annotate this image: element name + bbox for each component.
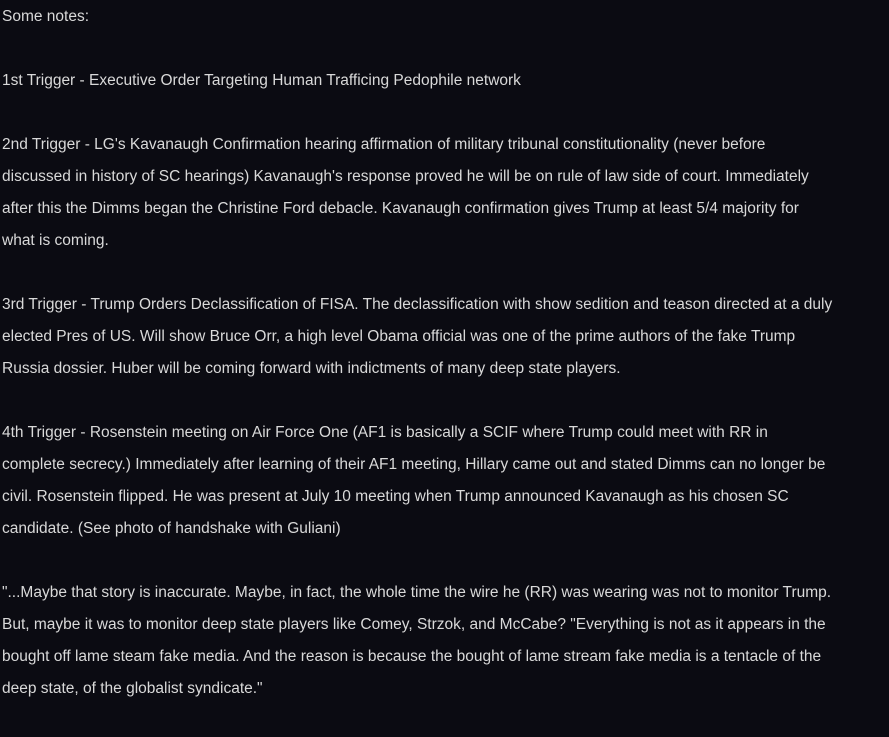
trigger-4-line-3: civil. Rosenstein flipped. He was present at July 10 meeting when Trump announced Kavanaugh as his chosen SC <box>2 488 789 505</box>
trigger-1-line-1: 1st Trigger - Executive Order Targeting Human Trafficing Pedophile network <box>2 72 521 89</box>
trigger-4-line-4: candidate. (See photo of handshake with Guliani) <box>2 520 341 537</box>
quote-paragraph <box>2 577 886 705</box>
trigger-1-paragraph <box>2 65 886 97</box>
notes-document <box>2 1 886 737</box>
quote-line-3: bought off lame steam fake media. And the reason is because the bought of lame stream fake media is a tentacle of the <box>2 648 822 665</box>
trigger-4-line-1: 4th Trigger - Rosenstein meeting on Air Force One (AF1 is basically a SCIF where Trump could meet with RR in <box>2 424 768 441</box>
quote-line-4: deep state, of the globalist syndicate." <box>2 680 263 697</box>
trigger-2-paragraph <box>2 129 886 257</box>
trigger-3-line-2: elected Pres of US. Will show Bruce Orr, a high level Obama official was one of the prime authors of the fake Trump <box>2 328 796 345</box>
trigger-2-line-4: what is coming. <box>2 232 109 249</box>
trigger-4-line-2: complete secrecy.) Immediately after learning of their AF1 meeting, Hillary came out and stated Dimms can no longer be <box>2 456 826 473</box>
trigger-2-line-1: 2nd Trigger - LG's Kavanaugh Confirmation hearing affirmation of military tribunal constitutionality (never before <box>2 136 766 153</box>
trigger-3-line-1: 3rd Trigger - Trump Orders Declassification of FISA. The declassification with show sedition and teason directed at a duly <box>2 296 833 313</box>
trigger-3-paragraph <box>2 289 886 385</box>
trigger-2-line-3: after this the Dimms began the Christine Ford debacle. Kavanaugh confirmation gives Trump at least 5/4 majority for <box>2 200 799 217</box>
trigger-2-line-2: discussed in history of SC hearings) Kavanaugh's response proved he will be on rule of law side of court. Immediately <box>2 168 809 185</box>
trigger-3-line-3: Russia dossier. Huber will be coming forward with indictments of many deep state players. <box>2 360 621 377</box>
notes-heading-text: Some notes: <box>2 8 90 25</box>
quote-line-1: "...Maybe that story is inaccurate. Maybe, in fact, the whole time the wire he (RR) was wearing was not to monitor Trump. <box>2 584 832 601</box>
trigger-4-paragraph <box>2 417 886 545</box>
notes-heading <box>2 1 886 33</box>
quote-line-2: But, maybe it was to monitor deep state players like Comey, Strzok, and McCabe? "Everything is not as it appears in the <box>2 616 826 633</box>
